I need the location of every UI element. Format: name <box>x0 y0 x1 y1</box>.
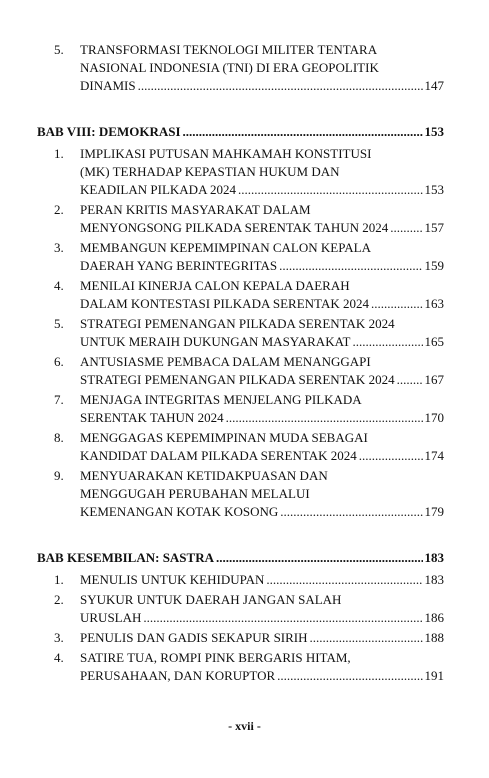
entry-title-line <box>80 467 444 485</box>
entry-title-text: MENILAI KINERJA CALON KEPALA DAERAH <box>80 278 350 293</box>
page-number-footer: - xvii - <box>228 719 261 733</box>
entry-number: 2. <box>54 592 64 607</box>
entry-number: 3. <box>54 630 64 645</box>
entry-title-line <box>80 609 444 627</box>
entry-title-text: DINAMIS <box>80 78 136 93</box>
entry-title <box>80 201 444 237</box>
entry-title-line <box>80 257 444 275</box>
entry-page-number: 186 <box>424 610 444 625</box>
entry-title-text: STRATEGI PEMENANGAN PILKADA SERENTAK 2024 <box>80 316 395 331</box>
entry-title-text: PENULIS DAN GADIS SEKAPUR SIRIH <box>80 630 308 645</box>
entry-title-text: KEMENANGAN KOTAK KOSONG <box>80 504 279 519</box>
dot-leader <box>266 571 422 589</box>
entry-title-line <box>80 181 444 199</box>
entry-number: 1. <box>54 572 64 587</box>
entry-title-line <box>80 391 444 409</box>
dot-leader <box>277 667 422 685</box>
dot-leader <box>352 333 422 351</box>
entry-title-line <box>80 239 444 257</box>
dot-leader <box>226 409 423 427</box>
entry-title-text: PERUSAHAAN, DAN KORUPTOR <box>80 668 276 683</box>
entry-page-number: 153 <box>424 182 444 197</box>
entry-title-line <box>80 277 444 295</box>
entry-title-text: MENULIS UNTUK KEHIDUPAN <box>80 572 265 587</box>
entry-number: 3. <box>54 240 64 255</box>
entry-title-line <box>80 59 444 77</box>
entry-title <box>80 571 444 589</box>
dot-leader <box>390 219 422 237</box>
entry-title-line <box>80 371 444 389</box>
entry-title-line <box>80 163 444 181</box>
entry-title-text: MEMBANGUN KEPEMIMPINAN CALON KEPALA <box>80 240 371 255</box>
entry-title-line <box>80 333 444 351</box>
entry-title-line <box>80 409 444 427</box>
entry-title-text: DAERAH YANG BERINTEGRITAS <box>80 258 278 273</box>
dot-leader <box>143 609 422 627</box>
dot-leader <box>397 371 423 389</box>
dot-leader <box>310 629 423 647</box>
entry-title <box>80 315 444 351</box>
entry-title-text: UNTUK MERAIH DUKUNGAN MASYARAKAT <box>80 334 351 349</box>
entry-page-number: 167 <box>424 372 444 387</box>
entry-title <box>80 239 444 275</box>
entry-number: 4. <box>54 278 64 293</box>
entry-title <box>80 145 444 199</box>
entry-title-line <box>80 485 444 503</box>
entry-title-line <box>80 353 444 371</box>
dot-leader <box>238 181 423 199</box>
entry-page-number: 191 <box>424 668 444 683</box>
entry-page-number: 170 <box>424 410 444 425</box>
chapter-heading[interactable] <box>37 550 444 565</box>
dot-leader <box>138 77 423 95</box>
entry-title-text: KANDIDAT DALAM PILKADA SERENTAK 2024 <box>80 448 357 463</box>
entry-title <box>80 629 444 647</box>
dot-leader <box>371 295 423 313</box>
entry-page-number: 147 <box>424 78 444 93</box>
entry-title-text: MENGGAGAS KEPEMIMPINAN MUDA SEBAGAI <box>80 430 368 445</box>
entry-title-line <box>80 41 444 59</box>
entry-title-line <box>80 629 444 647</box>
chapter-title: BAB KESEMBILAN: SASTRA <box>37 550 214 565</box>
entry-title-text: DALAM KONTESTASI PILKADA SERENTAK 2024 <box>80 296 369 311</box>
dot-leader <box>359 447 423 465</box>
entry-title-text: KEADILAN PILKADA 2024 <box>80 182 236 197</box>
dot-leader <box>279 257 422 275</box>
entry-page-number: 163 <box>424 296 444 311</box>
chapter-page-number: 183 <box>424 550 444 565</box>
entry-title-text: SYUKUR UNTUK DAERAH JANGAN SALAH <box>80 592 342 607</box>
entry-title-line <box>80 295 444 313</box>
entry-number: 7. <box>54 392 64 407</box>
entry-title <box>80 391 444 427</box>
entry-title-line <box>80 145 444 163</box>
entry-title <box>80 429 444 465</box>
entry-title-text: (MK) TERHADAP KEPASTIAN HUKUM DAN <box>80 164 340 179</box>
entry-title-line <box>80 429 444 447</box>
entry-title-text: MENGGUGAH PERUBAHAN MELALUI <box>80 486 310 501</box>
entry-title-line <box>80 201 444 219</box>
chapter-title: BAB VIII: DEMOKRASI <box>37 124 181 139</box>
entry-page-number: 188 <box>424 630 444 645</box>
entry-title-line <box>80 503 444 521</box>
entry-title <box>80 41 444 95</box>
entry-number: 1. <box>54 146 64 161</box>
entry-title-text: STRATEGI PEMENANGAN PILKADA SERENTAK 2024 <box>80 372 395 387</box>
entry-page-number: 183 <box>424 572 444 587</box>
entry-title <box>80 649 444 685</box>
entry-title-line <box>80 219 444 237</box>
entry-title-line <box>80 315 444 333</box>
entry-title <box>80 277 444 313</box>
entry-title-text: SERENTAK TAHUN 2024 <box>80 410 224 425</box>
entry-title <box>80 353 444 389</box>
entry-page-number: 159 <box>424 258 444 273</box>
entry-title-text: TRANSFORMASI TEKNOLOGI MILITER TENTARA <box>80 42 378 57</box>
entry-title <box>80 591 444 627</box>
entry-title-line <box>80 77 444 95</box>
entry-title-line <box>80 667 444 685</box>
entry-number: 8. <box>54 430 64 445</box>
entry-number: 2. <box>54 202 64 217</box>
entry-page-number: 157 <box>424 220 444 235</box>
dot-leader <box>183 124 423 139</box>
entry-title-line <box>80 447 444 465</box>
entry-number: 4. <box>54 650 64 665</box>
entry-title-line <box>80 649 444 667</box>
entry-number: 9. <box>54 468 64 483</box>
entry-title-text: PERAN KRITIS MASYARAKAT DALAM <box>80 202 311 217</box>
entry-title-text: SATIRE TUA, ROMPI PINK BERGARIS HITAM, <box>80 650 351 665</box>
entry-page-number: 179 <box>424 504 444 519</box>
entry-title-line <box>80 591 444 609</box>
entry-title-text: ANTUSIASME PEMBACA DALAM MENANGGAPI <box>80 354 371 369</box>
entry-number: 6. <box>54 354 64 369</box>
entry-page-number: 165 <box>424 334 444 349</box>
entry-number: 5. <box>54 42 64 57</box>
entry-title-text: MENYUARAKAN KETIDAKPUASAN DAN <box>80 468 328 483</box>
entry-number: 5. <box>54 316 64 331</box>
entry-title-line <box>80 571 444 589</box>
chapter-heading[interactable] <box>37 124 444 139</box>
entry-title-text: MENJAGA INTEGRITAS MENJELANG PILKADA <box>80 392 362 407</box>
dot-leader <box>216 550 423 565</box>
entry-page-number: 174 <box>424 448 444 463</box>
entry-title-text: MENYONGSONG PILKADA SERENTAK TAHUN 2024 <box>80 220 389 235</box>
dot-leader <box>280 503 422 521</box>
entry-title-text: NASIONAL INDONESIA (TNI) DI ERA GEOPOLITIK <box>80 60 379 75</box>
entry-title-text: URUSLAH <box>80 610 142 625</box>
entry-title-text: IMPLIKASI PUTUSAN MAHKAMAH KONSTITUSI <box>80 146 372 161</box>
chapter-page-number: 153 <box>424 124 444 139</box>
entry-title <box>80 467 444 521</box>
